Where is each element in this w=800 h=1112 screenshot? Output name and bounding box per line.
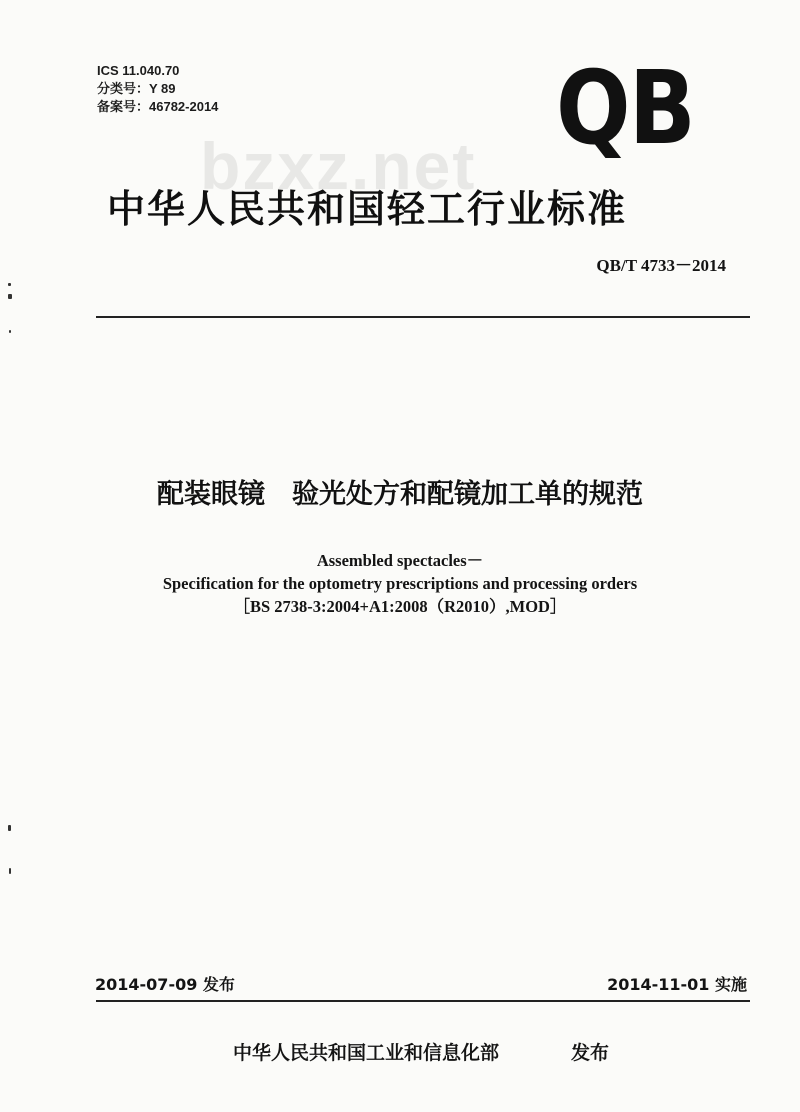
scan-speck bbox=[9, 330, 11, 333]
scan-speck bbox=[8, 294, 12, 299]
scan-speck bbox=[9, 868, 11, 874]
standard-number: QB/T 4733－2014 bbox=[596, 256, 726, 275]
implement-date: 2014-11-01 实施 bbox=[607, 975, 747, 994]
publisher: 中华人民共和国工业和信息化部 bbox=[233, 1042, 500, 1064]
ics-code: ICS 11.040.70 bbox=[97, 63, 180, 78]
record-number: 备案号：46782-2014 bbox=[97, 99, 219, 114]
standard-title: 中华人民共和国轻工行业标准 bbox=[107, 187, 628, 231]
bottom-divider bbox=[96, 1000, 750, 1002]
top-divider bbox=[96, 316, 750, 318]
document-title-cn: 配装眼镜 验光处方和配镜加工单的规范 bbox=[157, 479, 643, 510]
publisher-action: 发布 bbox=[571, 1042, 610, 1064]
issue-date: 2014-07-09 发布 bbox=[95, 975, 235, 994]
qb-logo: QB bbox=[556, 49, 695, 168]
meta-block bbox=[97, 62, 218, 116]
scan-speck bbox=[8, 283, 11, 286]
scan-speck bbox=[8, 825, 11, 831]
title-en-line3: ［BS 2738-3:2004+A1:2008（R2010）,MOD］ bbox=[233, 597, 567, 616]
title-en-line2: Specification for the optometry prescriptions and processing orders bbox=[162, 574, 638, 593]
title-en-line1: Assembled spectacles－ bbox=[316, 551, 484, 570]
watermark: bzxz.net bbox=[200, 129, 477, 203]
document-title-en bbox=[0, 549, 800, 618]
classification-code: 分类号：Y 89 bbox=[97, 81, 176, 96]
